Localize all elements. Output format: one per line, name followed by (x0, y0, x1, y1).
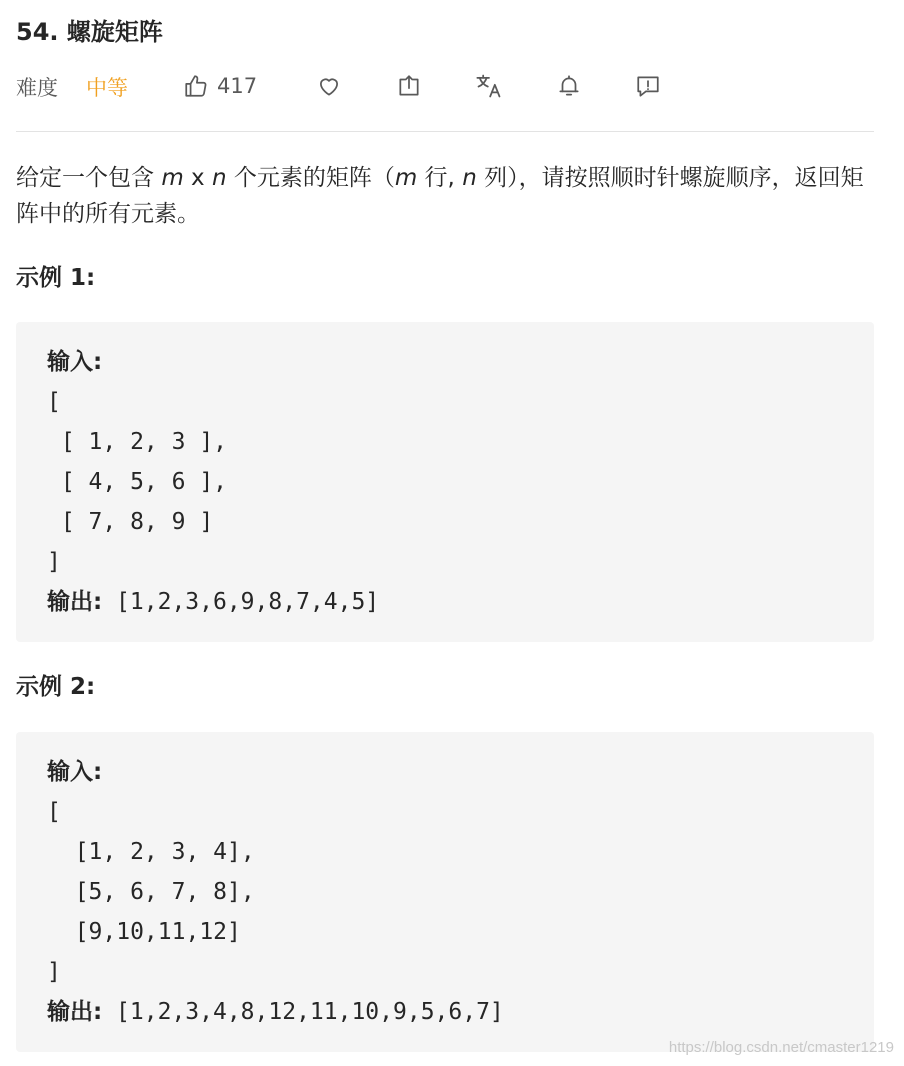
share-button[interactable] (396, 66, 422, 106)
notify-button[interactable] (556, 66, 582, 106)
feedback-icon (635, 73, 661, 99)
example-2-heading: 示例 2: (16, 674, 96, 700)
variable-n: n (462, 165, 477, 191)
feedback-button[interactable] (635, 66, 661, 106)
example-input: [ [1, 2, 3, 4], [5, 6, 7, 8], [9,10,11,12] ] (47, 799, 255, 985)
input-label: 输入: (47, 759, 103, 785)
problem-meta-bar (16, 66, 874, 106)
share-icon (396, 73, 422, 99)
problem-title: 54. 螺旋矩阵 (16, 18, 163, 46)
description-text: 个元素的矩阵（ (226, 165, 395, 191)
variable-m: m (161, 165, 184, 191)
favorite-button[interactable] (316, 66, 342, 106)
variable-m: m (394, 165, 418, 191)
example-output: [1,2,3,4,8,12,11,10,9,5,6,7] (102, 999, 504, 1025)
example-input: [ [ 1, 2, 3 ], [ 4, 5, 6 ], [ 7, 8, 9 ] ] (47, 389, 228, 575)
description-text: x (183, 165, 212, 191)
description-text: 行, (417, 165, 463, 191)
problem-description (16, 160, 874, 232)
example-output: [1,2,3,6,9,8,7,4,5] (102, 589, 380, 615)
output-label: 输出: (47, 589, 103, 615)
watermark: https://blog.csdn.net/cmaster1219 (668, 1039, 894, 1056)
translate-button[interactable] (475, 66, 503, 106)
output-label: 输出: (47, 999, 103, 1025)
difficulty-label: 难度 (16, 76, 58, 100)
translate-icon (475, 72, 503, 100)
example-2-code-block (16, 732, 874, 1052)
difficulty-value: 中等 (86, 76, 128, 100)
like-count: 417 (217, 74, 258, 98)
example-1-heading: 示例 1: (16, 265, 96, 291)
like-button[interactable] (183, 66, 257, 106)
description-text: 列），请按照顺时针螺旋顺序，返回矩阵中的所有元素。 (16, 165, 864, 227)
thumbs-up-icon (183, 73, 209, 99)
input-label: 输入: (47, 349, 103, 375)
header-divider (16, 131, 874, 132)
bell-icon (556, 73, 582, 99)
example-1-code-block (16, 322, 874, 642)
heart-icon (316, 73, 342, 99)
description-text: 给定一个包含 (16, 165, 162, 191)
variable-n: n (211, 165, 227, 191)
